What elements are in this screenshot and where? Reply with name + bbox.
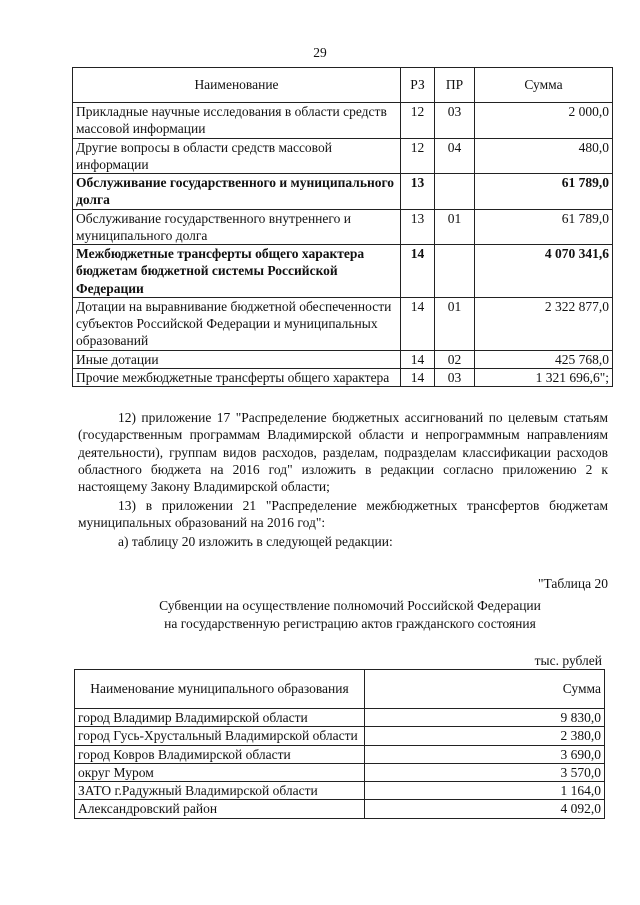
subvention-row-sum: 3 690,0 bbox=[365, 745, 605, 763]
budget-row-rz: 14 bbox=[401, 368, 435, 386]
page-number: 29 bbox=[313, 45, 327, 60]
budget-row-pr: 02 bbox=[435, 350, 475, 368]
budget-table-row bbox=[73, 350, 613, 368]
subvention-row-name: город Владимир Владимирской области bbox=[75, 709, 365, 727]
budget-row-sum: 425 768,0 bbox=[475, 350, 613, 368]
subvention-table-row bbox=[75, 745, 605, 763]
budget-row-name: Обслуживание государственного внутреннего и муниципального долга bbox=[73, 209, 401, 245]
paragraph-13-text: 13) в приложении 21 "Распределение межбюджетных трансфертов бюджетам муниципальных образований на 2016 год": bbox=[78, 498, 608, 531]
table-caption: "Таблица 20 bbox=[538, 576, 608, 591]
budget-row-rz: 12 bbox=[401, 138, 435, 174]
budget-table-row bbox=[73, 297, 613, 350]
subvention-title-line-2: на государственную регистрацию актов гражданского состояния bbox=[164, 616, 536, 632]
budget-table-header bbox=[73, 68, 613, 103]
budget-row-name: Дотации на выравнивание бюджетной обеспеченности субъектов Российской Федерации и муниципальных образований bbox=[73, 297, 401, 350]
budget-row-name: Другие вопросы в области средств массовой информации bbox=[73, 138, 401, 174]
budget-row-name: Прикладные научные исследования в области средств массовой информации bbox=[73, 103, 401, 139]
subvention-row-name: Александровский район bbox=[75, 800, 365, 818]
budget-row-sum: 61 789,0 bbox=[475, 209, 613, 245]
budget-table-row bbox=[73, 209, 613, 245]
budget-row-pr bbox=[435, 245, 475, 298]
budget-row-pr bbox=[435, 174, 475, 210]
budget-table-row bbox=[73, 368, 613, 386]
subvention-row-sum: 4 092,0 bbox=[365, 800, 605, 818]
subvention-title-line-1: Субвенции на осуществление полномочий Российской Федерации bbox=[159, 598, 541, 613]
subvention-row-name: ЗАТО г.Радужный Владимирской области bbox=[75, 782, 365, 800]
header-sum: Сумма bbox=[475, 68, 613, 103]
subvention-title bbox=[80, 597, 620, 633]
subvention-row-name: округ Муром bbox=[75, 763, 365, 781]
subvention-table-row bbox=[75, 727, 605, 745]
budget-row-sum: 2 000,0 bbox=[475, 103, 613, 139]
budget-row-sum: 61 789,0 bbox=[475, 174, 613, 210]
paragraph-13 bbox=[78, 497, 608, 532]
budget-row-pr: 03 bbox=[435, 368, 475, 386]
subvention-row-sum: 1 164,0 bbox=[365, 782, 605, 800]
header-name: Наименование bbox=[73, 68, 401, 103]
paragraph-12-text: 12) приложение 17 "Распределение бюджетных ассигнований по целевым статьям (государственным программам Владимирской области и непрограммным направлениям деятельности), группам видов расходов, разделам, подразделам классификации расходов областного бюджета на 2016 год" изложить в редакции согласно приложению 2 к настоящему Закону Владимирской области; bbox=[78, 410, 608, 495]
budget-row-rz: 12 bbox=[401, 103, 435, 139]
budget-row-sum: 4 070 341,6 bbox=[475, 245, 613, 298]
budget-row-rz: 14 bbox=[401, 350, 435, 368]
budget-row-rz: 14 bbox=[401, 297, 435, 350]
subvention-row-sum: 3 570,0 bbox=[365, 763, 605, 781]
budget-row-name: Обслуживание государственного и муниципального долга bbox=[73, 174, 401, 210]
budget-row-sum: 2 322 877,0 bbox=[475, 297, 613, 350]
budget-row-pr: 03 bbox=[435, 103, 475, 139]
subvention-table bbox=[74, 669, 605, 819]
subvention-row-sum: 2 380,0 bbox=[365, 727, 605, 745]
subvention-table-header bbox=[75, 670, 605, 709]
budget-row-name: Межбюджетные трансферты общего характера бюджетам бюджетной системы Российской Федерации bbox=[73, 245, 401, 298]
subvention-row-name: город Гусь-Хрустальный Владимирской области bbox=[75, 727, 365, 745]
subvention-table-row bbox=[75, 800, 605, 818]
subvention-table-row bbox=[75, 709, 605, 727]
budget-row-name: Прочие межбюджетные трансферты общего характера bbox=[73, 368, 401, 386]
budget-row-sum: 1 321 696,6"; bbox=[475, 368, 613, 386]
subvention-table-body bbox=[75, 709, 605, 819]
subvention-row-name: город Ковров Владимирской области bbox=[75, 745, 365, 763]
budget-table-row bbox=[73, 245, 613, 298]
budget-table-row bbox=[73, 138, 613, 174]
budget-row-rz: 14 bbox=[401, 245, 435, 298]
subvention-table-row bbox=[75, 782, 605, 800]
budget-row-rz: 13 bbox=[401, 174, 435, 210]
subvention-table-row bbox=[75, 763, 605, 781]
header-rz: РЗ bbox=[401, 68, 435, 103]
budget-table-row bbox=[73, 103, 613, 139]
subvention-header-name: Наименование муниципального образования bbox=[75, 670, 365, 709]
budget-table-body bbox=[73, 103, 613, 387]
budget-row-pr: 01 bbox=[435, 297, 475, 350]
budget-row-name: Иные дотации bbox=[73, 350, 401, 368]
paragraph-12 bbox=[78, 409, 608, 495]
header-pr: ПР bbox=[435, 68, 475, 103]
paragraph-a-text: а) таблицу 20 изложить в следующей редакции: bbox=[118, 534, 393, 549]
budget-table-row bbox=[73, 174, 613, 210]
paragraph-a bbox=[78, 533, 608, 550]
budget-row-pr: 04 bbox=[435, 138, 475, 174]
subvention-row-sum: 9 830,0 bbox=[365, 709, 605, 727]
budget-row-rz: 13 bbox=[401, 209, 435, 245]
budget-row-pr: 01 bbox=[435, 209, 475, 245]
units-label: тыс. рублей bbox=[534, 653, 602, 668]
budget-table bbox=[72, 67, 613, 387]
budget-row-sum: 480,0 bbox=[475, 138, 613, 174]
subvention-header-sum: Сумма bbox=[365, 670, 605, 709]
